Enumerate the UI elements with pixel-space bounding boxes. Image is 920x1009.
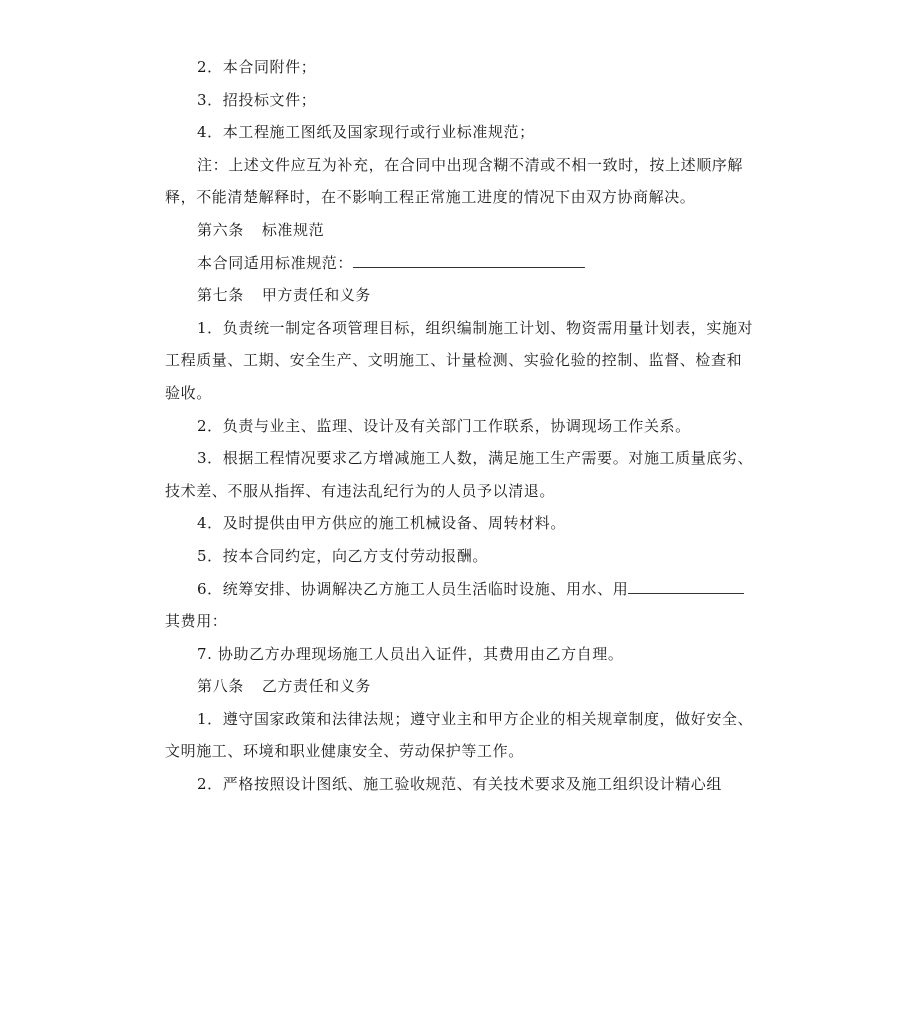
article-6-heading <box>165 214 757 247</box>
paragraph-standards <box>165 247 757 280</box>
paragraph-a-6-tail: 其费用： <box>165 612 228 631</box>
document-page <box>165 51 757 801</box>
paragraph-b-1: 1．遵守国家政策和法律法规；遵守业主和甲方企业的相关规章制度，做好安全、文明施工、环境和职业健康安全、劳动保护等工作。 <box>165 709 754 761</box>
paragraph-a-4: 4．及时提供由甲方供应的施工机械设备、周转材料。 <box>197 514 566 533</box>
paragraph-a-6 <box>165 573 757 638</box>
paragraph-a-5: 5．按本合同约定，向乙方支付劳动报酬。 <box>197 546 488 565</box>
standards-blank-line <box>353 253 585 268</box>
paragraph-a-1: 1．负责统一制定各项管理目标，组织编制施工计划、物资需用量计划表，实施对工程质量、工期、安全生产、文明施工、计量检测、实验化验的控制、监督、检查和验收。 <box>165 318 754 402</box>
paragraph-a-2: 2．负责与业主、监理、设计及有关部门工作联系，协调现场工作关系。 <box>197 416 691 435</box>
paragraph-a-3: 3．根据工程情况要求乙方增减施工人数，满足施工生产需要。对施工质量底劣、技术差、不服从指挥、有违法乱纪行为的人员予以清退。 <box>165 449 754 500</box>
paragraph-drawings: 4．本工程施工图纸及国家现行或行业标准规范； <box>197 123 535 142</box>
article-8-title: 乙方责任和义务 <box>261 677 372 696</box>
article-7-number: 第七条 <box>197 286 244 305</box>
article-7-heading <box>165 279 757 312</box>
article-8-heading <box>165 670 757 703</box>
paragraph-a-7: 7. 协助乙方办理现场施工人员出入证件，其费用由乙方自理。 <box>197 644 624 663</box>
standards-label: 本合同适用标准规范： <box>197 253 354 272</box>
article-6-number: 第六条 <box>197 220 244 239</box>
article-8-number: 第八条 <box>197 677 244 696</box>
paragraph-note: 注：上述文件应互为补充，在合同中出现含糊不清或不相一致时，按上述顺序解释，不能清楚解释时，在不影响工程正常施工进度的情况下由双方协商解决。 <box>165 155 744 207</box>
article-6-title: 标准规范 <box>261 220 325 239</box>
paragraph-tender-docs: 3．招投标文件； <box>197 90 317 109</box>
paragraph-a-6-text: 6．统筹安排、协调解决乙方施工人员生活临时设施、用水、用 <box>197 579 629 598</box>
article-7-title: 甲方责任和义务 <box>261 286 372 305</box>
fee-blank-line <box>628 579 744 594</box>
paragraph-b-2: 2．严格按照设计图纸、施工验收规范、有关技术要求及施工组织设计精心组 <box>197 775 722 794</box>
paragraph-attachments: 2．本合同附件； <box>197 58 317 76</box>
